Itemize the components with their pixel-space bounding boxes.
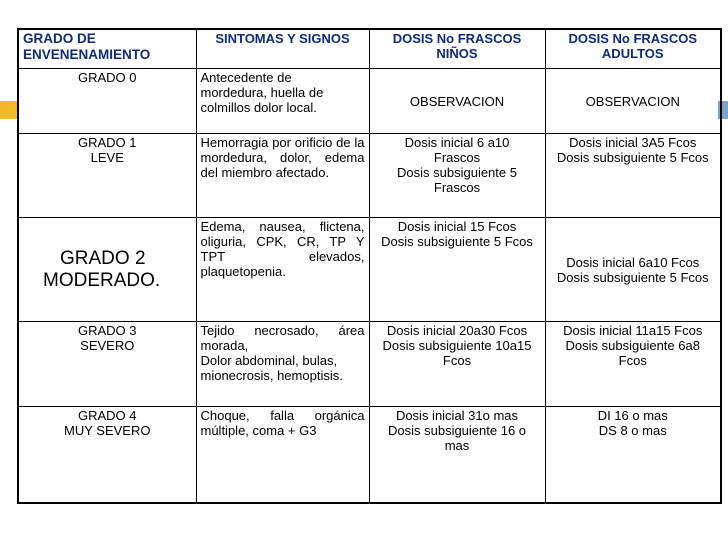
kids-dose-cell <box>369 218 545 322</box>
grade-line: LEVE <box>90 150 124 165</box>
symptoms-cell <box>196 69 369 134</box>
symptoms-cell: Hemorragia por orificio de la mordedura, dolor, edema del miembro afectado. <box>196 134 369 218</box>
header-row <box>18 29 721 69</box>
symptoms-line: mordedura, huella de <box>200 85 324 100</box>
kids-dose-line: mas <box>444 438 470 453</box>
grade-cell <box>18 134 196 218</box>
grade-cell <box>18 322 196 407</box>
adults-dose-line: OBSERVACION <box>585 93 680 109</box>
kids-dose-line: Fcos <box>442 353 472 368</box>
symptoms-cell: Edema, nausea, flictena, oliguria, CPK, CR, TP Y TPT elevados, plaquetopenia. <box>196 218 369 322</box>
adults-dose-line: Dosis subsiguiente 5 Fcos <box>556 269 709 285</box>
header-kids <box>369 29 545 69</box>
kids-dose-line: Frascos <box>433 150 481 165</box>
symptoms-line: Antecedente de <box>200 70 292 85</box>
table-row <box>18 134 721 218</box>
kids-dose-line: Frascos <box>433 180 481 195</box>
grade-cell <box>18 69 196 134</box>
table-row <box>18 322 721 407</box>
header-grade <box>18 29 196 69</box>
kids-dose-cell <box>369 322 545 407</box>
adults-dose-line: Dosis inicial 6a10 Fcos <box>566 254 700 270</box>
envenomation-table <box>17 28 722 504</box>
table-row <box>18 407 721 504</box>
kids-dose-line: Dosis inicial 15 Fcos <box>397 219 517 234</box>
grade-line: GRADO 2 <box>60 247 146 269</box>
adults-dose-line: Dosis inicial 3A5 Fcos <box>569 135 697 150</box>
header-symptoms: SINTOMAS Y SIGNOS <box>196 29 369 69</box>
symptoms-line: Tejido necrosado, área morada, <box>200 323 365 353</box>
adults-dose-cell <box>545 69 721 134</box>
kids-dose-cell <box>369 69 545 134</box>
header-grade-line: ENVENENAMIENTO <box>23 47 151 62</box>
kids-dose-cell <box>369 407 545 504</box>
adults-dose-line: Dosis inicial 11a15 Fcos <box>563 323 703 338</box>
grade-line: GRADO 3 <box>77 323 137 338</box>
header-adults-line: DOSIS No FRASCOS <box>568 31 698 46</box>
symptoms-cell <box>196 322 369 407</box>
kids-dose-line: Dosis inicial 6 a10 <box>404 135 510 150</box>
table-row <box>18 218 721 322</box>
adults-dose-cell <box>545 407 721 504</box>
grade-line: SEVERO <box>80 338 135 353</box>
kids-dose-line: OBSERVACION <box>409 93 505 109</box>
grade-line: GRADO 4 <box>77 408 137 423</box>
grade-cell <box>18 407 196 504</box>
header-adults-line: ADULTOS <box>601 46 664 61</box>
symptoms-line: Dolor abdominal, bulas, mionecrosis, hemoptisis. <box>200 353 343 383</box>
grade-line: MUY SEVERO <box>64 423 151 438</box>
kids-dose-line: Dosis subsiguiente 5 Fcos <box>381 234 533 249</box>
table-row <box>18 69 721 134</box>
kids-dose-line: Dosis subsiguiente 10a15 <box>382 338 532 353</box>
kids-dose-line: Dosis subsiguiente 5 <box>397 165 517 180</box>
adults-dose-line: DS 8 o mas <box>598 423 667 438</box>
grade-cell <box>18 218 196 322</box>
adults-dose-line: Fcos <box>618 353 647 368</box>
adults-dose-line: DI 16 o mas <box>597 408 668 423</box>
kids-dose-line: Dosis inicial 31o mas <box>395 408 519 423</box>
grade-line: MODERADO. <box>43 269 161 291</box>
header-kids-line: DOSIS No FRASCOS <box>392 31 522 46</box>
adults-dose-cell <box>545 218 721 322</box>
kids-dose-line: Dosis subsiguiente 16 o <box>387 423 527 438</box>
adults-dose-line: Dosis subsiguiente 5 Fcos <box>556 150 709 165</box>
header-kids-line: NIÑOS <box>436 46 478 61</box>
kids-dose-line: Dosis inicial 20a30 Fcos <box>386 323 528 338</box>
adults-dose-cell <box>545 322 721 407</box>
symptoms-cell: Choque, falla orgánica múltiple, coma + G3 <box>196 407 369 504</box>
header-grade-line: GRADO DE <box>23 31 96 46</box>
header-adults <box>545 29 721 69</box>
adults-dose-cell <box>545 134 721 218</box>
kids-dose-cell <box>369 134 545 218</box>
grade-line: GRADO 1 <box>77 135 137 150</box>
symptoms-line: colmillos dolor local. <box>200 100 317 115</box>
grade-line: GRADO 0 <box>77 70 137 85</box>
adults-dose-line: Dosis subsiguiente 6a8 <box>565 338 700 353</box>
